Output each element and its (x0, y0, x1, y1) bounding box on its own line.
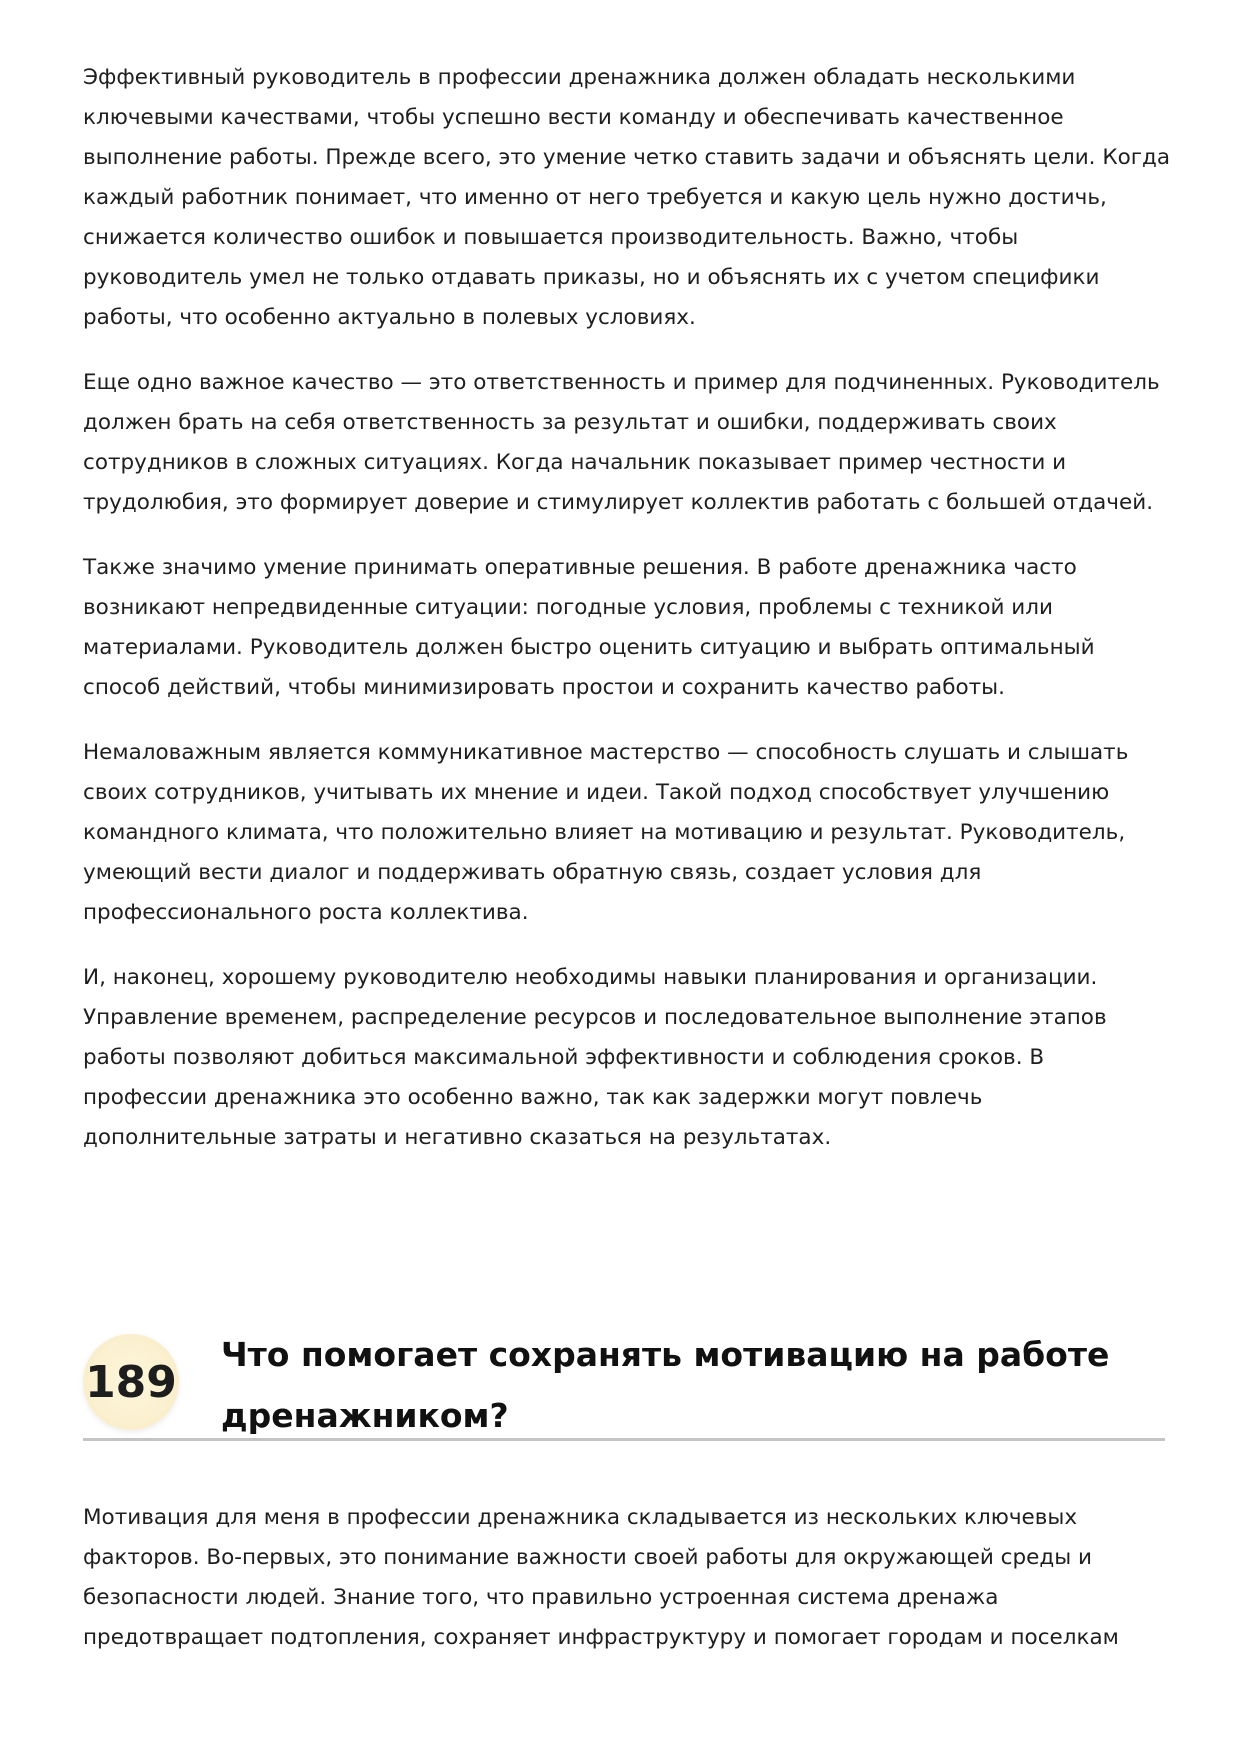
paragraph-communication: Немаловажным является коммуникативное мастерство — способность слушать и слышать своих сотрудников, учитывать их мнение и идеи. Такой подход способствует улучшению командного климата, что положительно влияет на мотивацию и результат. Руководитель, умеющий вести диалог и поддерживать обратную связь, создает условия для профессионального роста коллектива. (83, 740, 1129, 925)
paragraph-task-setting: Эффективный руководитель в профессии дренажника должен обладать несколькими ключевыми качествами, чтобы успешно вести команду и обеспечивать качественное выполнение работы. Прежде всего, это умение четко ставить задачи и объяснять цели. Когда каждый работник понимает, что именно от него требуется и какую цель нужно достичь, снижается количество ошибок и повышается производительность. Важно, чтобы руководитель умел не только отдавать приказы, но и объяснять их с учетом специфики работы, что особенно актуально в полевых условиях. (83, 65, 1171, 330)
question-number-badge: 189 (83, 1334, 179, 1430)
paragraph-responsibility: Еще одно важное качество — это ответственность и пример для подчиненных. Руководитель должен брать на себя ответственность за результат и ошибки, поддерживать своих сотрудников в сложных ситуациях. Когда начальник показывает пример честности и трудолюбия, это формирует доверие и стимулирует коллектив работать с большей отдачей. (83, 370, 1160, 515)
question-header (83, 1328, 1165, 1441)
paragraph-planning: И, наконец, хорошему руководителю необходимы навыки планирования и организации. Управление временем, распределение ресурсов и последовательное выполнение этапов работы позволяют добиться максимальной эффективности и соблюдения сроков. В профессии дренажника это особенно важно, так как задержки могут повлечь дополнительные затраты и негативно сказаться на результатах. (83, 965, 1107, 1150)
answer-body (83, 1498, 1173, 1683)
paragraph-decisions: Также значимо умение принимать оперативные решения. В работе дренажника часто возникают непредвиденные ситуации: погодные условия, проблемы с техникой или материалами. Руководитель должен быстро оценить ситуацию и выбрать оптимальный способ действий, чтобы минимизировать простои и сохранить качество работы. (83, 555, 1095, 700)
question-title: Что помогает сохранять мотивацию на работе дренажником? (221, 1335, 1110, 1435)
document-body (83, 58, 1173, 1183)
answer-paragraph: Мотивация для меня в профессии дренажника складывается из нескольких ключевых факторов. Во-первых, это понимание важности своей работы для окружающей среды и безопасности людей. Знание того, что правильно устроенная система дренажа предотвращает подтопления, сохраняет инфраструктуру и помогает городам и поселкам (83, 1505, 1119, 1650)
